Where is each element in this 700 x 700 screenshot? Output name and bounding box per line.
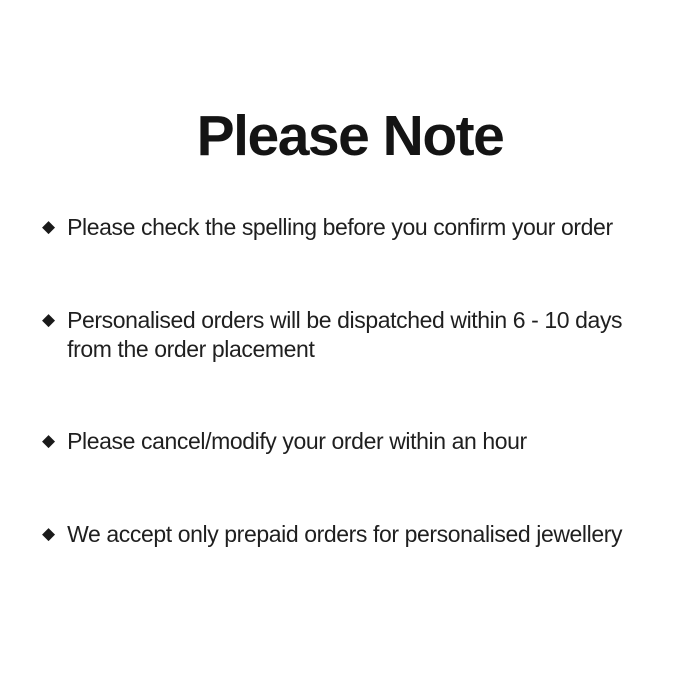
diamond-bullet-icon: ◆	[42, 524, 56, 544]
note-text: We accept only prepaid orders for personalised jewellery	[67, 521, 623, 547]
diamond-bullet-icon: ◆	[42, 310, 56, 330]
diamond-bullet-icon: ◆	[42, 217, 56, 237]
note-text: Please check the spelling before you confirm your order	[67, 214, 613, 240]
note-text: Personalised orders will be dispatched within 6 - 10 days from the order placement	[67, 307, 623, 362]
diamond-bullet-icon: ◆	[42, 431, 56, 451]
note-item	[42, 520, 622, 549]
page-title: Please Note	[196, 104, 504, 169]
note-item	[42, 427, 527, 456]
note-item	[42, 306, 622, 364]
note-item	[42, 213, 613, 242]
note-text: Please cancel/modify your order within an hour	[67, 428, 527, 454]
